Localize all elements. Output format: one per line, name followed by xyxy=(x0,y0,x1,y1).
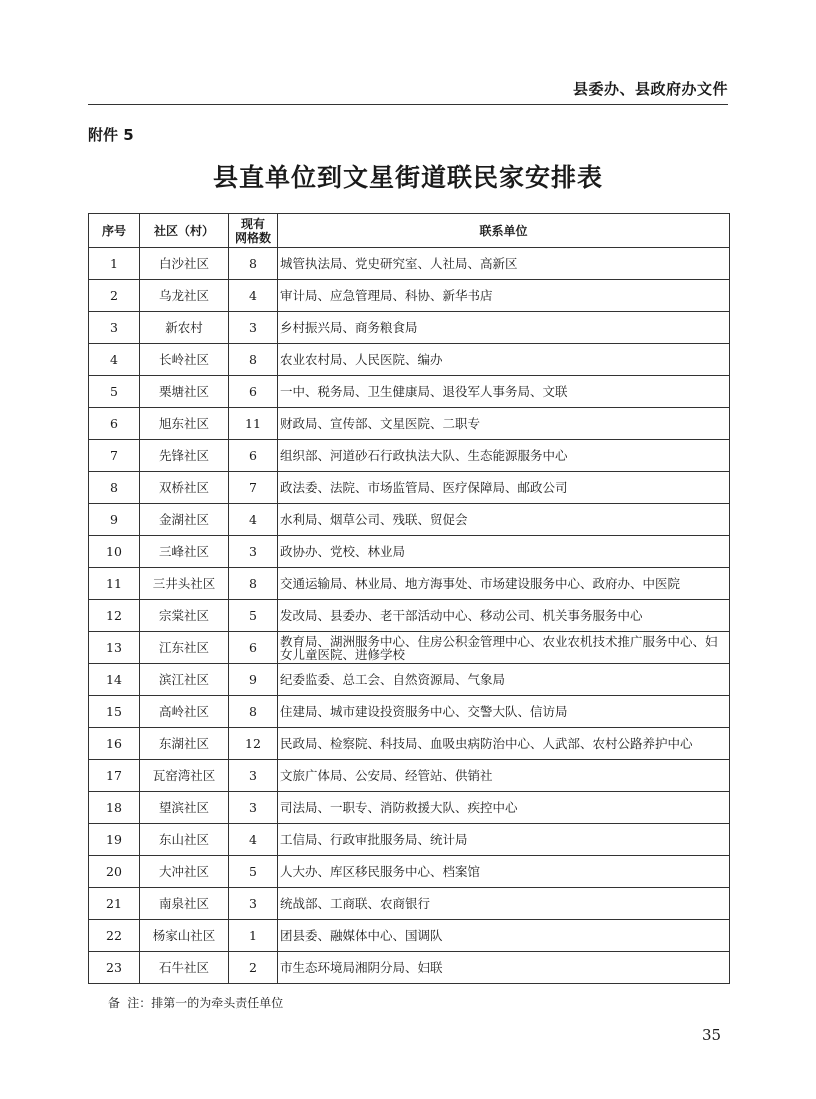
row-number-cell: 12 xyxy=(89,600,140,632)
contact-units-cell: 文旅广体局、公安局、经管站、供销社 xyxy=(278,760,730,792)
row-number-cell: 14 xyxy=(89,664,140,696)
contact-units-cell: 司法局、一职专、消防救援大队、疾控中心 xyxy=(278,792,730,824)
row-number-cell: 5 xyxy=(89,376,140,408)
community-cell: 瓦窑湾社区 xyxy=(140,760,229,792)
grid-count-cell: 12 xyxy=(229,728,278,760)
page-number: 35 xyxy=(702,1026,722,1044)
community-cell: 杨家山社区 xyxy=(140,920,229,952)
table-row xyxy=(89,792,730,824)
table-row xyxy=(89,344,730,376)
contact-units-cell: 交通运输局、林业局、地方海事处、市场建设服务中心、政府办、中医院 xyxy=(278,568,730,600)
table-header-row xyxy=(89,214,730,248)
table-row xyxy=(89,408,730,440)
row-number-cell: 6 xyxy=(89,408,140,440)
table-row xyxy=(89,248,730,280)
contact-units-cell: 政法委、法院、市场监管局、医疗保障局、邮政公司 xyxy=(278,472,730,504)
grid-count-cell: 3 xyxy=(229,536,278,568)
grid-count-cell: 8 xyxy=(229,248,278,280)
grid-count-cell: 4 xyxy=(229,824,278,856)
contact-units-cell: 教育局、湖洲服务中心、住房公积金管理中心、农业农机技术推广服务中心、妇女儿童医院、进修学校 xyxy=(278,632,730,664)
row-number-cell: 23 xyxy=(89,952,140,984)
table-row xyxy=(89,952,730,984)
contact-units-cell: 住建局、城市建设投资服务中心、交警大队、信访局 xyxy=(278,696,730,728)
table-row xyxy=(89,536,730,568)
table-row xyxy=(89,440,730,472)
header-units: 联系单位 xyxy=(278,214,730,248)
contact-units-cell: 乡村振兴局、商务粮食局 xyxy=(278,312,730,344)
table-row xyxy=(89,824,730,856)
contact-units-cell: 民政局、检察院、科技局、血吸虫病防治中心、人武部、农村公路养护中心 xyxy=(278,728,730,760)
table-row xyxy=(89,568,730,600)
header-divider xyxy=(88,104,728,105)
contact-units-cell: 统战部、工商联、农商银行 xyxy=(278,888,730,920)
table-body xyxy=(89,248,730,984)
row-number-cell: 22 xyxy=(89,920,140,952)
row-number-cell: 7 xyxy=(89,440,140,472)
grid-count-cell: 2 xyxy=(229,952,278,984)
grid-count-cell: 6 xyxy=(229,440,278,472)
row-number-cell: 2 xyxy=(89,280,140,312)
header-grids-line1: 现有 xyxy=(240,216,265,231)
community-cell: 三峰社区 xyxy=(140,536,229,568)
grid-count-cell: 4 xyxy=(229,504,278,536)
community-cell: 先锋社区 xyxy=(140,440,229,472)
table-row xyxy=(89,312,730,344)
row-number-cell: 17 xyxy=(89,760,140,792)
contact-units-cell: 人大办、库区移民服务中心、档案馆 xyxy=(278,856,730,888)
table-row xyxy=(89,472,730,504)
contact-units-cell: 政协办、党校、林业局 xyxy=(278,536,730,568)
row-number-cell: 4 xyxy=(89,344,140,376)
community-cell: 双桥社区 xyxy=(140,472,229,504)
page-title: 县直单位到文星街道联民家安排表 xyxy=(212,163,603,192)
row-number-cell: 20 xyxy=(89,856,140,888)
header-title: 县委办、县政府办文件 xyxy=(572,80,728,98)
table-row xyxy=(89,888,730,920)
contact-units-cell: 组织部、河道砂石行政执法大队、生态能源服务中心 xyxy=(278,440,730,472)
row-number-cell: 19 xyxy=(89,824,140,856)
grid-count-cell: 3 xyxy=(229,760,278,792)
table-row xyxy=(89,376,730,408)
contact-units-cell: 纪委监委、总工会、自然资源局、气象局 xyxy=(278,664,730,696)
contact-units-cell: 团县委、融媒体中心、国调队 xyxy=(278,920,730,952)
contact-units-cell: 水利局、烟草公司、残联、贸促会 xyxy=(278,504,730,536)
row-number-cell: 16 xyxy=(89,728,140,760)
community-cell: 乌龙社区 xyxy=(140,280,229,312)
grid-count-cell: 5 xyxy=(229,856,278,888)
table-row xyxy=(89,728,730,760)
row-number-cell: 18 xyxy=(89,792,140,824)
grid-count-cell: 6 xyxy=(229,632,278,664)
community-cell: 东山社区 xyxy=(140,824,229,856)
grid-count-cell: 3 xyxy=(229,312,278,344)
table-row xyxy=(89,760,730,792)
table-row xyxy=(89,504,730,536)
contact-units-cell: 市生态环境局湘阴分局、妇联 xyxy=(278,952,730,984)
community-cell: 滨江社区 xyxy=(140,664,229,696)
community-cell: 大冲社区 xyxy=(140,856,229,888)
grid-count-cell: 8 xyxy=(229,696,278,728)
table-row xyxy=(89,600,730,632)
table-row xyxy=(89,920,730,952)
row-number-cell: 21 xyxy=(89,888,140,920)
grid-count-cell: 9 xyxy=(229,664,278,696)
contact-units-cell: 财政局、宣传部、文星医院、二职专 xyxy=(278,408,730,440)
community-cell: 白沙社区 xyxy=(140,248,229,280)
community-cell: 望滨社区 xyxy=(140,792,229,824)
grid-count-cell: 7 xyxy=(229,472,278,504)
grid-count-cell: 11 xyxy=(229,408,278,440)
contact-units-cell: 工信局、行政审批服务局、统计局 xyxy=(278,824,730,856)
grid-count-cell: 1 xyxy=(229,920,278,952)
community-cell: 宗棠社区 xyxy=(140,600,229,632)
community-cell: 东湖社区 xyxy=(140,728,229,760)
row-number-cell: 11 xyxy=(89,568,140,600)
row-number-cell: 1 xyxy=(89,248,140,280)
grid-count-cell: 8 xyxy=(229,344,278,376)
community-cell: 三井头社区 xyxy=(140,568,229,600)
community-cell: 栗塘社区 xyxy=(140,376,229,408)
footnote: 备 注：排第一的为牵头责任单位 xyxy=(108,996,284,1010)
row-number-cell: 13 xyxy=(89,632,140,664)
grid-count-cell: 8 xyxy=(229,568,278,600)
grid-count-cell: 3 xyxy=(229,792,278,824)
grid-count-cell: 4 xyxy=(229,280,278,312)
header-grids xyxy=(229,214,278,248)
grid-count-cell: 5 xyxy=(229,600,278,632)
row-number-cell: 8 xyxy=(89,472,140,504)
row-number-cell: 9 xyxy=(89,504,140,536)
contact-units-cell: 发改局、县委办、老干部活动中心、移动公司、机关事务服务中心 xyxy=(278,600,730,632)
community-cell: 江东社区 xyxy=(140,632,229,664)
row-number-cell: 10 xyxy=(89,536,140,568)
attachment-label: 附件 5 xyxy=(88,126,134,144)
community-cell: 石牛社区 xyxy=(140,952,229,984)
row-number-cell: 15 xyxy=(89,696,140,728)
grid-count-cell: 6 xyxy=(229,376,278,408)
contact-units-cell: 审计局、应急管理局、科协、新华书店 xyxy=(278,280,730,312)
table-row xyxy=(89,664,730,696)
contact-units-cell: 城管执法局、党史研究室、人社局、高新区 xyxy=(278,248,730,280)
contact-units-cell: 农业农村局、人民医院、编办 xyxy=(278,344,730,376)
table-row xyxy=(89,696,730,728)
table-row xyxy=(89,280,730,312)
community-cell: 长岭社区 xyxy=(140,344,229,376)
community-cell: 南泉社区 xyxy=(140,888,229,920)
row-number-cell: 3 xyxy=(89,312,140,344)
community-cell: 高岭社区 xyxy=(140,696,229,728)
community-cell: 金湖社区 xyxy=(140,504,229,536)
table-row xyxy=(89,632,730,664)
arrangement-table xyxy=(88,213,730,984)
contact-units-cell: 一中、税务局、卫生健康局、退役军人事务局、文联 xyxy=(278,376,730,408)
community-cell: 新农村 xyxy=(140,312,229,344)
header-grids-line2: 网格数 xyxy=(234,230,271,245)
grid-count-cell: 3 xyxy=(229,888,278,920)
community-cell: 旭东社区 xyxy=(140,408,229,440)
table-row xyxy=(89,856,730,888)
header-community: 社区（村） xyxy=(140,214,229,248)
header-no: 序号 xyxy=(89,214,140,248)
